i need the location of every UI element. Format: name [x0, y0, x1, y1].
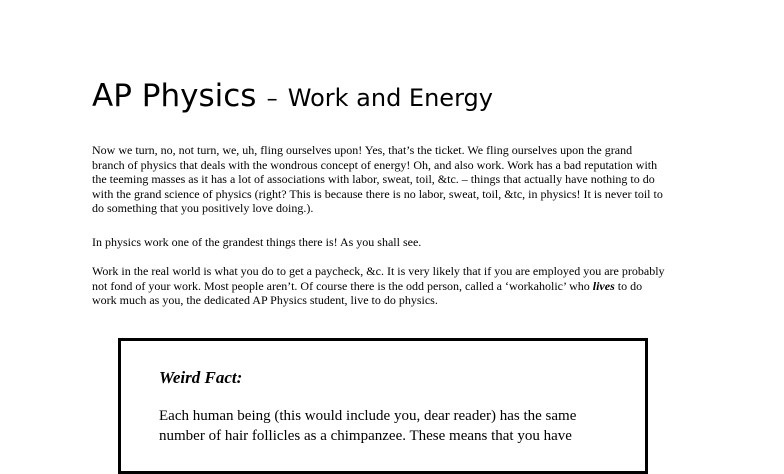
paragraph-line: In physics work one of the grandest things there is! As you shall see.: [92, 235, 422, 249]
weird-fact-text: [159, 406, 576, 446]
paragraph-text: to do: [614, 278, 643, 293]
weird-fact-heading: Weird Fact:: [159, 368, 243, 387]
paragraph-line: branch of physics that deals with the wondrous concept of energy! Oh, and also work. Work has a bad reputation with: [92, 157, 658, 172]
title-separator: –: [266, 87, 278, 112]
fact-line: Each human being (this would include you, dear reader) has the same: [159, 408, 577, 424]
paragraph-line: [92, 279, 714, 294]
paragraph-text: not fond of your work. Most people aren’t. Of course there is the odd person, called a ‘workaholic’ who: [92, 278, 593, 293]
fact-line: number of hair follicles as a chimpanzee. These means that you have: [159, 428, 572, 444]
paragraph-line: do something that you positively love doing.).: [92, 201, 314, 215]
paragraph-line: work much as you, the dedicated AP Physics student, live to do physics.: [92, 293, 438, 307]
intro-paragraph: [92, 143, 714, 216]
weird-fact-box: [118, 338, 648, 474]
title-subtitle: Work and Energy: [287, 84, 493, 112]
paragraph-line: with the grand science of physics (right? This is because there is no labor, sweat, toil, &tc, in physics! It is never toil to: [92, 186, 663, 201]
work-paragraph: [92, 235, 714, 250]
real-world-paragraph: [92, 264, 714, 308]
title-main: AP Physics: [92, 78, 257, 114]
paragraph-line: Now we turn, no, not turn, we, uh, fling ourselves upon! Yes, that’s the ticket. We fling ourselves upon the grand: [92, 143, 633, 157]
paragraph-line: the teeming masses as it has a lot of associations with labor, sweat, toil, &tc. – things that actually have nothing to do: [92, 172, 655, 186]
emphasis-lives: lives: [592, 278, 615, 293]
paragraph-line: Work in the real world is what you do to get a paycheck, &c. It is very likely that if you are employed you are probably: [92, 264, 665, 278]
page-title: [92, 76, 493, 114]
